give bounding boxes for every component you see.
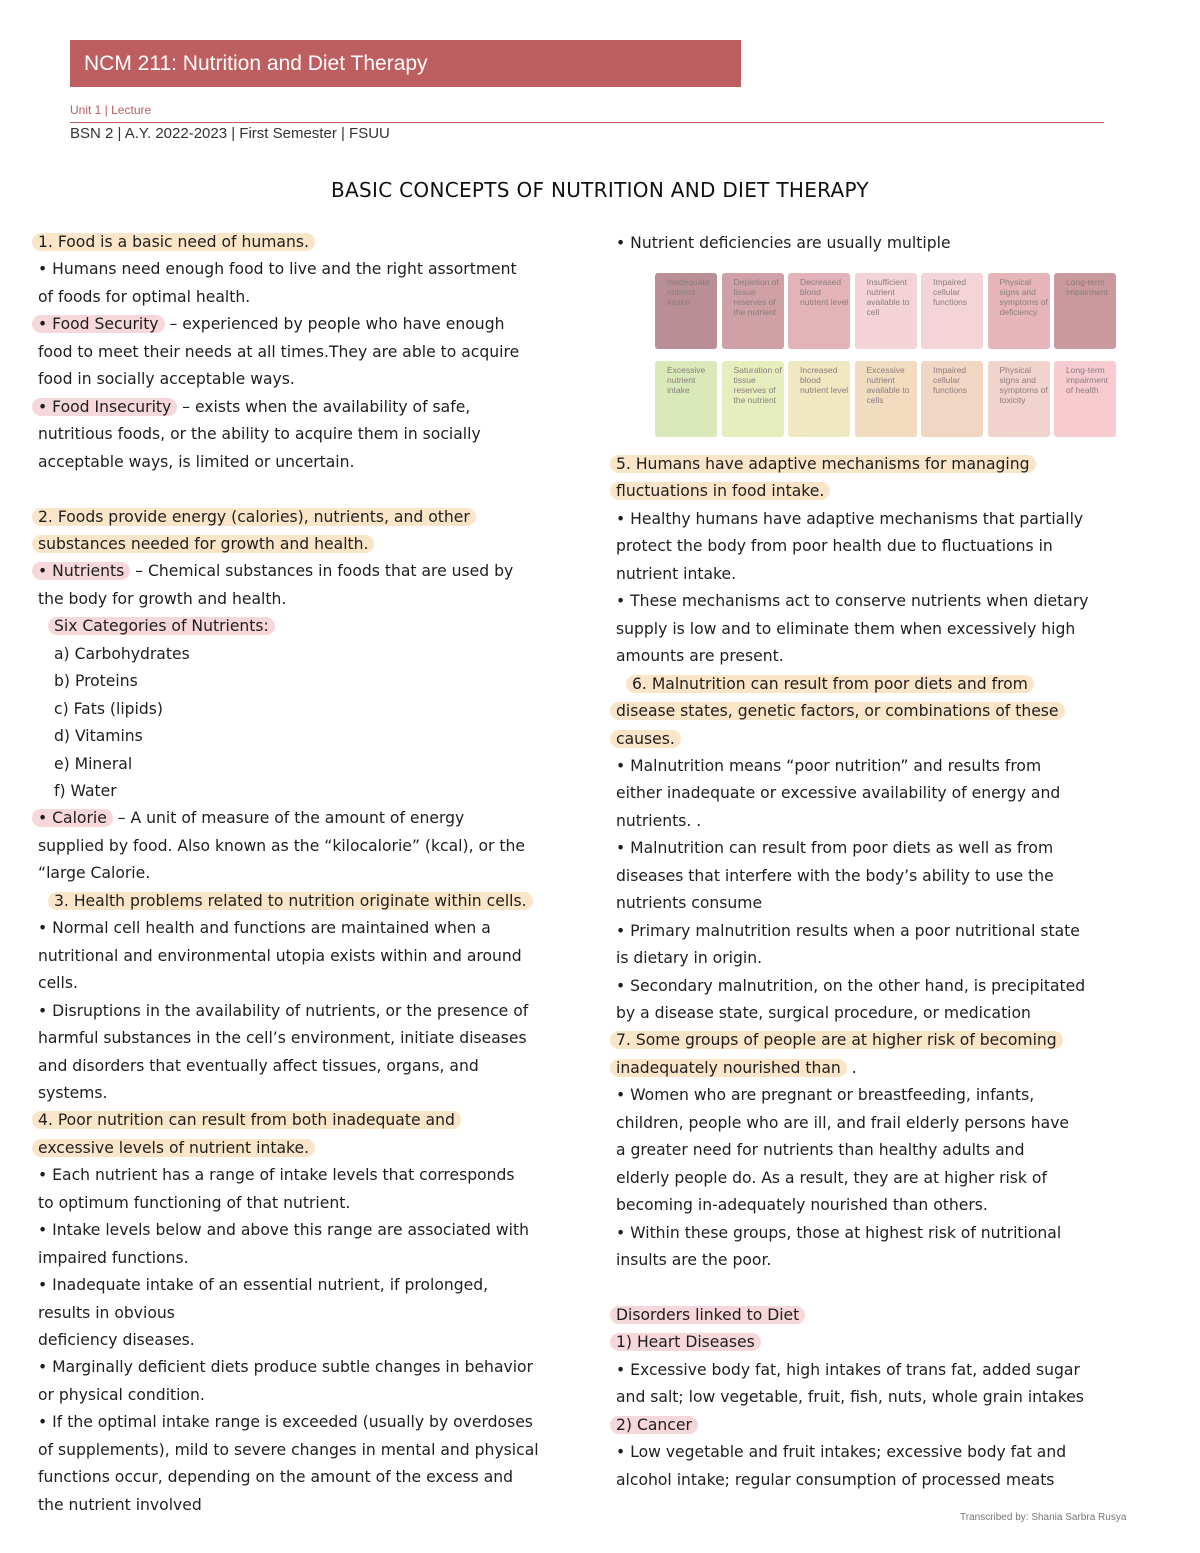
text-line: acceptable ways, is limited or uncertain. — [38, 452, 355, 471]
text-line: and disorders that eventually affect tissues, organs, and — [38, 1056, 479, 1075]
text-line: • Humans need enough food to live and the right assortment — [38, 260, 517, 279]
term-definition: – experienced by people who have enough — [164, 315, 505, 334]
highlighted-term: • Food Security — [32, 315, 165, 333]
text-line: protect the body from poor health due to fluctuations in — [616, 537, 1053, 556]
document-title: BASIC CONCEPTS OF NUTRITION AND DIET THERAPY — [331, 178, 869, 202]
text: c) Fats (lipids) — [54, 699, 163, 718]
highlighted-term: excessive levels of nutrient intake. — [32, 1139, 315, 1157]
highlighted-term: Disorders linked to Diet — [610, 1306, 805, 1324]
highlighted-term: • Calorie — [32, 809, 113, 827]
text-line: nutritional and environmental utopia exists within and around — [38, 946, 522, 965]
term-definition: – Chemical substances in foods that are used by — [130, 562, 514, 581]
text-line: supply is low and to eliminate them when excessively high — [616, 619, 1076, 638]
highlighted-term: 2) Cancer — [610, 1416, 698, 1434]
nutrient-status-diagram — [654, 272, 1118, 438]
deficiency-step-box: Physical signs and symptoms of deficiency — [988, 273, 1050, 349]
text-line: of supplements), mild to severe changes in mental and physical — [38, 1440, 539, 1459]
unit-label: Unit 1 | Lecture — [70, 103, 152, 117]
text-line — [38, 1109, 461, 1131]
text-line: and salt; low vegetable, fruit, fish, nuts, whole grain intakes — [616, 1388, 1084, 1407]
text-line — [38, 1137, 315, 1159]
text-line: • Nutrient deficiencies are usually multiple — [616, 234, 951, 252]
deficiency-step-box: Insufficient nutrient available to cell — [855, 273, 917, 349]
text-line: or physical condition. — [38, 1385, 205, 1404]
deficiency-step-box: Long-term impairment — [1054, 273, 1116, 349]
text-line — [38, 560, 513, 582]
text-line: • Primary malnutrition results when a poor nutritional state — [616, 921, 1080, 940]
highlighted-term: causes. — [610, 730, 681, 748]
text-line: functions occur, depending on the amount of the excess and — [38, 1468, 514, 1487]
text-line: by a disease state, surgical procedure, or medication — [616, 1004, 1031, 1022]
text-line: food in socially acceptable ways. — [38, 370, 295, 389]
text-line: amounts are present. — [616, 647, 784, 666]
highlighted-term: Six Categories of Nutrients: — [48, 617, 275, 635]
text-line: food to meet their needs at all times.They are able to acquire — [38, 342, 520, 361]
text-line — [616, 1304, 805, 1326]
toxicity-step-box: Excessive nutrient available to cells — [855, 361, 917, 437]
text-line: • Inadequate intake of an essential nutrient, if prolonged, — [38, 1276, 489, 1295]
highlighted-term: 3. Health problems related to nutrition originate within cells. — [48, 892, 533, 910]
highlighted-term: fluctuations in food intake. — [610, 482, 830, 500]
text-line: • Women who are pregnant or breastfeeding, infants, — [616, 1086, 1035, 1105]
text-line — [38, 533, 374, 555]
text-line — [38, 313, 504, 335]
highlighted-term: substances needed for growth and health. — [32, 535, 374, 553]
text: d) Vitamins — [54, 727, 143, 746]
text-line: • These mechanisms act to conserve nutrients when dietary — [616, 592, 1089, 611]
transcriber-credit: Transcribed by: Shania Sarbra Rusya — [960, 1512, 1127, 1523]
text-line: • Secondary malnutrition, on the other hand, is precipitated — [616, 976, 1086, 995]
highlighted-term: 2. Foods provide energy (calories), nutrients, and other — [32, 508, 476, 526]
highlighted-term: 7. Some groups of people are at higher risk of becoming — [610, 1031, 1063, 1049]
text: a) Carbohydrates — [54, 644, 190, 663]
text-line: nutrients. . — [616, 811, 702, 830]
text-line: • Disruptions in the availability of nutrients, or the presence of — [38, 1001, 529, 1020]
text-line: diseases that interfere with the body’s ability to use the — [616, 866, 1054, 885]
text-line: of foods for optimal health. — [38, 287, 251, 306]
toxicity-step-box: Increased blood nutrient level — [788, 361, 850, 437]
text-line: alcohol intake; regular consumption of processed meats — [616, 1470, 1055, 1489]
text-line: • Within these groups, those at highest risk of nutritional — [616, 1223, 1062, 1242]
text-line — [616, 1331, 761, 1353]
text-line — [616, 700, 1065, 722]
text-line — [38, 807, 464, 829]
text-line: nutritious foods, or the ability to acquire them in socially — [38, 425, 481, 444]
text-line: becoming in-adequately nourished than others. — [616, 1196, 988, 1215]
text: e) Mineral — [54, 754, 133, 773]
text-line — [54, 698, 163, 720]
text-line: deficiency diseases. — [38, 1331, 195, 1349]
toxicity-step-box: Excessive nutrient intake — [655, 361, 717, 437]
text-line: • Excessive body fat, high intakes of trans fat, added sugar — [616, 1360, 1080, 1379]
text-line — [616, 453, 1036, 475]
highlighted-term: 1) Heart Diseases — [610, 1333, 761, 1351]
text-line — [616, 1057, 857, 1079]
text-line — [54, 753, 132, 775]
term-definition: . — [846, 1058, 857, 1077]
text-line: “large Calorie. — [38, 864, 151, 883]
toxicity-step-box: Long-term impairment of health — [1054, 361, 1116, 437]
text-line: insults are the poor. — [616, 1251, 772, 1270]
text-line: • If the optimal intake range is exceeded (usually by overdoses — [38, 1413, 533, 1432]
text-line: a greater need for nutrients than healthy adults and — [616, 1141, 1025, 1160]
toxicity-step-box: Impaired cellular functions — [921, 361, 983, 437]
term-definition: – exists when the availability of safe, — [177, 397, 471, 416]
text-line: nutrient intake. — [616, 564, 737, 583]
highlighted-term: disease states, genetic factors, or combinations of these — [610, 702, 1065, 720]
text-line — [54, 670, 138, 692]
deficiency-step-box: Impaired cellular functions — [921, 273, 983, 349]
text-line: supplied by food. Also known as the “kilocalorie” (kcal), or the — [38, 836, 526, 855]
text-line: • Intake levels below and above this range are associated with — [38, 1221, 529, 1240]
deficiency-step-box: Decreased blood nutrient level — [788, 273, 850, 349]
text-line: elderly people do. As a result, they are at higher risk of — [616, 1168, 1047, 1187]
text-line: harmful substances in the cell’s environment, initiate diseases — [38, 1029, 527, 1048]
text-line: systems. — [38, 1083, 108, 1102]
text-line — [54, 615, 275, 637]
highlighted-term: 5. Humans have adaptive mechanisms for managing — [610, 455, 1036, 473]
text-line: the body for growth and health. — [38, 589, 287, 608]
text-line — [54, 780, 117, 802]
text-line — [38, 396, 470, 418]
header-divider — [70, 122, 1104, 123]
text-line: results in obvious — [38, 1303, 175, 1322]
text-line: • Normal cell health and functions are maintained when a — [38, 919, 491, 938]
toxicity-step-box: Physical signs and symptoms of toxicity — [988, 361, 1050, 437]
text-line: either inadequate or excessive availability of energy and — [616, 784, 1061, 803]
text-line: the nutrient involved — [38, 1495, 202, 1514]
text-line — [54, 643, 190, 665]
text-line: • Malnutrition can result from poor diets as well as from — [616, 839, 1054, 858]
course-title-banner: NCM 211: Nutrition and Diet Therapy — [70, 40, 741, 87]
text-line — [54, 890, 533, 912]
text-line: to optimum functioning of that nutrient. — [38, 1193, 351, 1212]
text-line: • Healthy humans have adaptive mechanisms that partially — [616, 509, 1084, 528]
text-line: • Each nutrient has a range of intake levels that corresponds — [38, 1166, 515, 1185]
term-definition: – A unit of measure of the amount of energy — [112, 809, 465, 828]
highlighted-term: 6. Malnutrition can result from poor diets and from — [626, 675, 1034, 693]
highlighted-term: inadequately nourished than — [610, 1059, 847, 1077]
text-line — [632, 673, 1034, 695]
highlighted-term: 1. Food is a basic need of humans. — [32, 233, 315, 251]
course-meta: BSN 2 | A.Y. 2022-2023 | First Semester | FSUU — [70, 125, 390, 142]
text-line: children, people who are ill, and frail elderly persons have — [616, 1113, 1070, 1132]
text-line: impaired functions. — [38, 1248, 189, 1267]
text-line: • Low vegetable and fruit intakes; excessive body fat and — [616, 1443, 1067, 1462]
text-line — [616, 728, 681, 750]
deficiency-step-box: Inadequate nutrient intake — [655, 273, 717, 349]
highlighted-term: • Nutrients — [32, 562, 130, 580]
text-line — [616, 1029, 1063, 1051]
highlighted-term: 4. Poor nutrition can result from both inadequate and — [32, 1111, 461, 1129]
text-line: cells. — [38, 974, 78, 993]
text-line — [54, 725, 143, 747]
deficiency-step-box: Depletion of tissue reserves of the nutrient — [722, 273, 784, 349]
text-line — [616, 480, 830, 502]
toxicity-step-box: Saturation of tissue reserves of the nutrient — [722, 361, 784, 437]
text-line — [38, 231, 315, 253]
text-line: • Malnutrition means “poor nutrition” and results from — [616, 756, 1042, 775]
text-line: is dietary in origin. — [616, 949, 763, 968]
text-line: nutrients consume — [616, 894, 763, 913]
text-line — [38, 506, 476, 528]
text: f) Water — [54, 782, 117, 800]
text: b) Proteins — [54, 672, 138, 691]
text-line — [616, 1414, 698, 1436]
highlighted-term: • Food Insecurity — [32, 398, 177, 416]
text-line: • Marginally deficient diets produce subtle changes in behavior — [38, 1358, 534, 1377]
